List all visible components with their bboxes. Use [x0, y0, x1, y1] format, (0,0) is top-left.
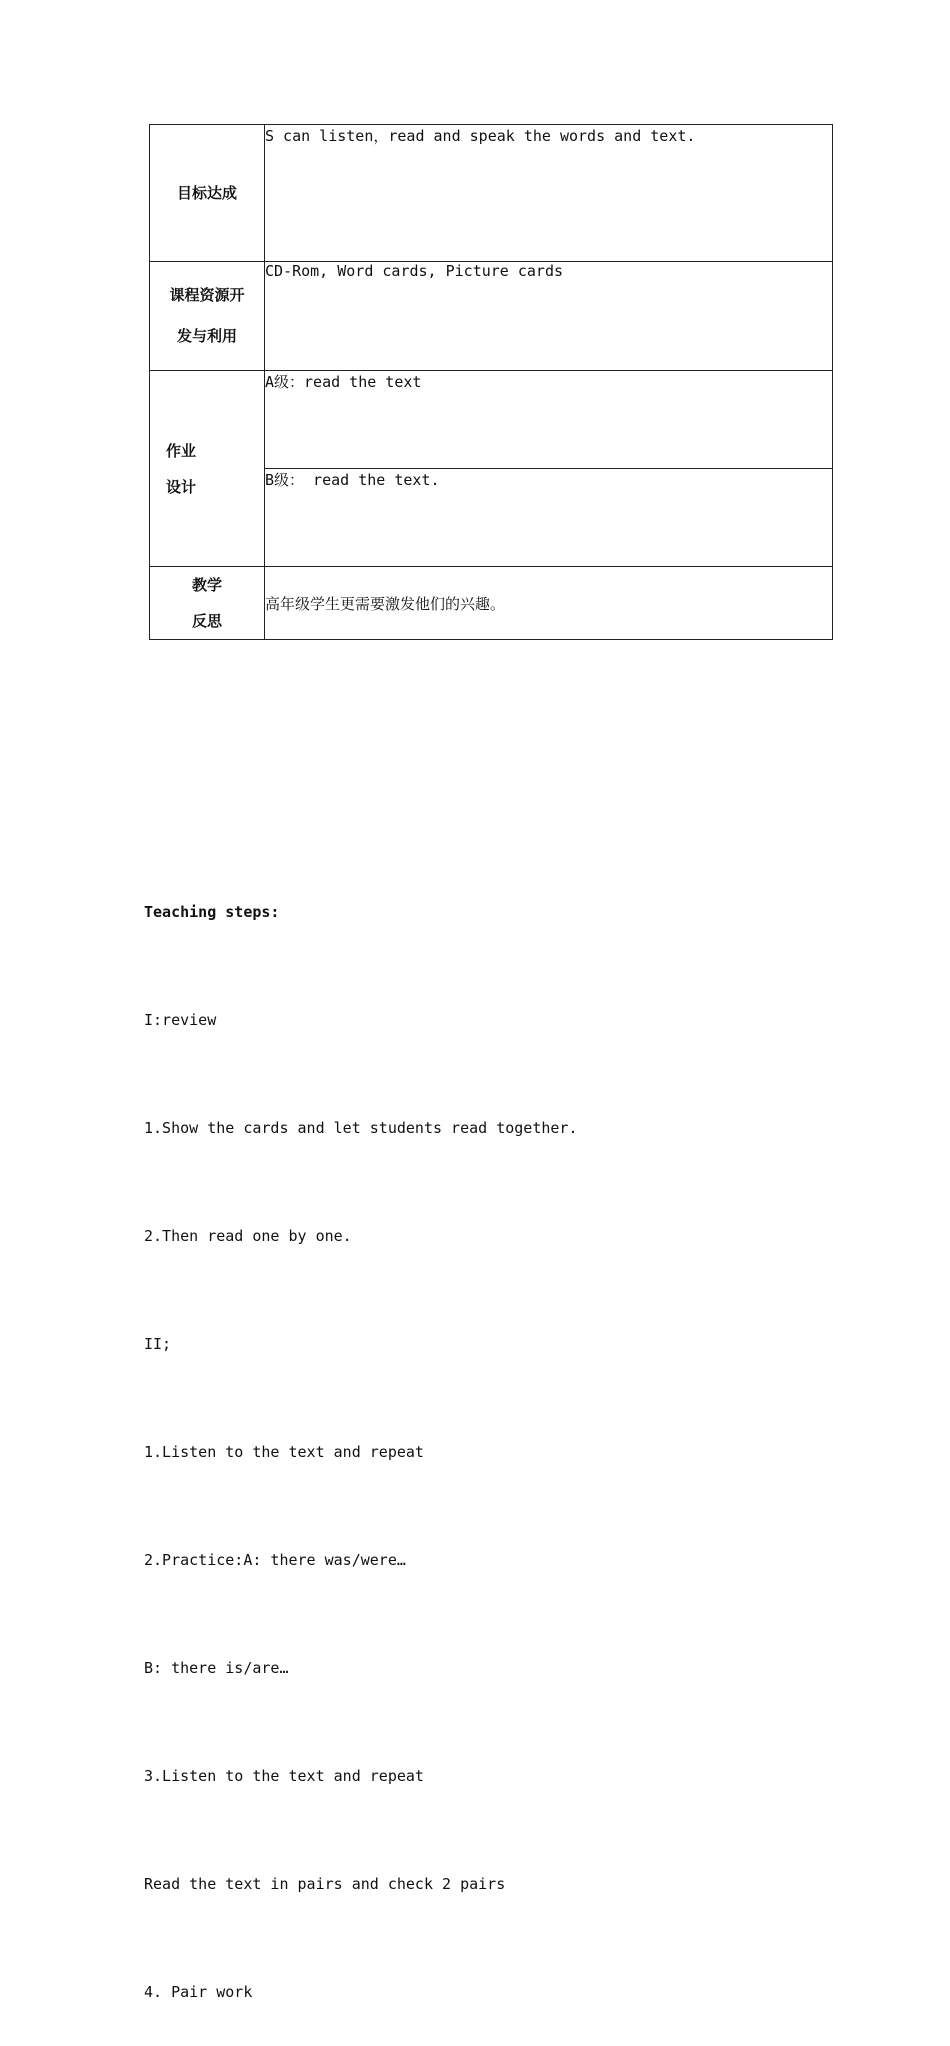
step-line: 3.Listen to the text and repeat	[144, 1767, 424, 1785]
goal-row	[150, 125, 833, 262]
step-line: 4. Pair work	[144, 1983, 253, 2001]
resources-row	[150, 262, 833, 371]
reflection-label	[150, 567, 265, 640]
goal-value: S can listen，read and speak the words and text.	[265, 125, 833, 262]
reflection-label-line1: 教学	[191, 576, 222, 594]
homework-b-value: B级： read the text.	[265, 469, 833, 567]
homework-label	[150, 371, 265, 567]
resources-label-line1: 课程资源开	[169, 286, 245, 304]
resources-label-line2: 发与利用	[176, 327, 237, 345]
step-line: II;	[144, 1335, 172, 1353]
resources-label	[150, 262, 265, 371]
teaching-steps	[144, 822, 577, 2046]
step-line: 1.Show the cards and let students read together.	[144, 1119, 578, 1137]
reflection-value: 高年级学生更需要激发他们的兴趣。	[265, 567, 833, 640]
teaching-steps-heading: Teaching steps:	[144, 903, 280, 921]
step-line: 2.Practice:A: there was/were…	[144, 1551, 406, 1569]
homework-row-a	[150, 371, 833, 469]
reflection-row	[150, 567, 833, 640]
reflection-label-line2: 反思	[191, 612, 222, 630]
lesson-plan-table	[149, 124, 833, 640]
resources-value: CD-Rom, Word cards, Picture cards	[265, 262, 833, 371]
homework-a-value: A级：read the text	[265, 371, 833, 469]
step-line: I:review	[144, 1011, 217, 1029]
step-line: Read the text in pairs and check 2 pairs	[144, 1875, 506, 1893]
homework-label-line1: 作业	[166, 441, 197, 460]
goal-label: 目标达成	[150, 125, 265, 262]
step-line: 2.Then read one by one.	[144, 1227, 352, 1245]
step-line: 1.Listen to the text and repeat	[144, 1443, 424, 1461]
homework-label-line2: 设计	[166, 477, 197, 496]
step-line: B: there is/are…	[144, 1659, 289, 1677]
